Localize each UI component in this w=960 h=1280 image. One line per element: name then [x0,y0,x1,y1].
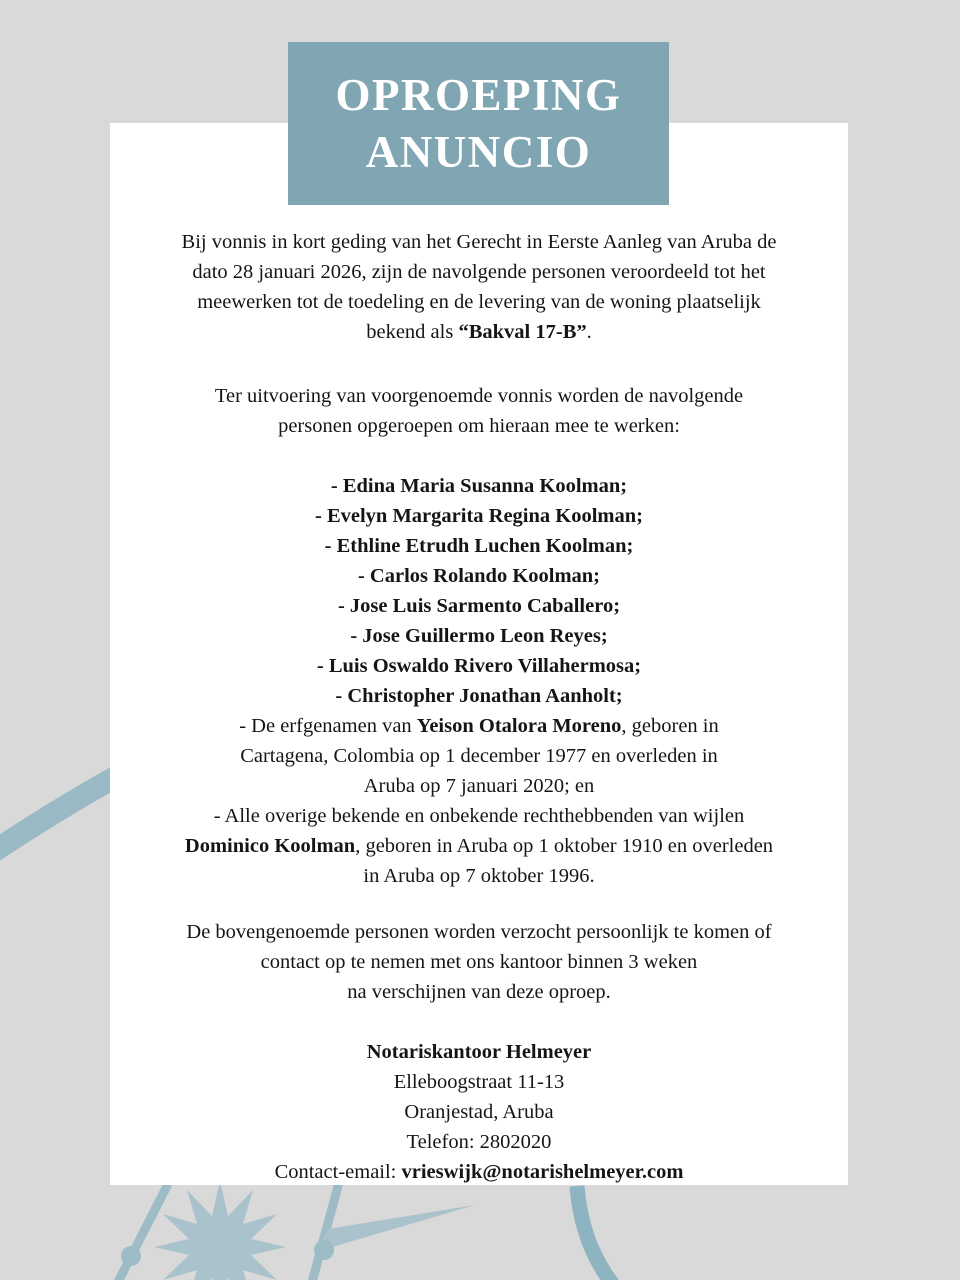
compass-needle-icon [315,1205,475,1252]
summoned-name: - Edina Maria Susanna Koolman; [330,475,628,497]
summoned-persons-list [120,471,838,711]
notice-line: Dominico Koolman, geboren in Aruba op 1 oktober 1910 en overleden [184,835,774,857]
hand-pivot-icon [314,1240,334,1260]
deceased-name: Dominico Koolman [184,835,356,857]
notice-line: personen opgeroepen om hieraan mee te werken: [278,415,680,437]
notice-line: Bij vonnis in kort geding van het Gerecht in Eerste Aanleg van Aruba de [181,231,777,253]
hand-pivot-icon [121,1246,141,1266]
property-name: “Bakval 17-B” [458,321,587,343]
summoned-name: - Luis Oswaldo Rivero Villahermosa; [316,655,642,677]
notice-line: contact op te nemen met ons kantoor binnen 3 weken [260,951,698,973]
notice-line: dato 28 januari 2026, zijn de navolgende personen veroordeeld tot het [192,261,766,283]
notice-line: meewerken tot de toedeling en de levering van de woning plaatselijk [197,291,761,313]
announcement-card [110,123,848,1185]
notice-line: Aruba op 7 januari 2020; en [363,775,595,797]
summoned-name: - Carlos Rolando Koolman; [357,565,601,587]
email-address: vrieswijk@notarishelmeyer.com [401,1161,684,1183]
office-name: Notariskantoor Helmeyer [366,1041,592,1063]
office-phone: Telefon: 2802020 [406,1131,552,1153]
heirs-paragraph [120,711,838,801]
starburst-icon [154,1181,286,1280]
summoned-name: - Christopher Jonathan Aanholt; [335,685,623,707]
summoned-name: - Ethline Etrudh Luchen Koolman; [324,535,634,557]
notice-line: in Aruba op 7 oktober 1996. [363,865,595,887]
notice-line: - De erfgenamen van Yeison Otalora Moreno, geboren in [239,715,719,737]
summoned-name: - Jose Guillermo Leon Reyes; [350,625,608,647]
other-claimants-paragraph [120,801,838,891]
notice-line: Ter uitvoering van voorgenoemde vonnis worden de navolgende [214,385,744,407]
summoned-name: - Evelyn Margarita Regina Koolman; [315,505,643,527]
office-street: Elleboogstraat 11-13 [393,1071,565,1093]
office-email-line: Contact-email: vrieswijk@notarishelmeyer.com [274,1161,684,1183]
office-city: Oranjestad, Aruba [404,1101,554,1123]
right-arc-decoration [577,1186,614,1280]
banner-title-line: OPROEPING [335,69,622,120]
summoned-name: - Jose Luis Sarmento Caballero; [337,595,621,617]
notice-line: na verschijnen van deze oproep. [347,981,611,1003]
closing-paragraph [120,917,838,1007]
notice-line: De bovengenoemde personen worden verzocht persoonlijk te komen of [186,921,772,943]
banner [288,42,669,205]
banner-title-line: ANUNCIO [365,126,592,177]
notice-body [110,123,848,1185]
notice-line: - Alle overige bekende en onbekende rechthebbenden van wijlen [213,805,745,827]
notice-line: bekend als “Bakval 17-B”. [366,321,592,343]
notice-line: Cartagena, Colombia op 1 december 1977 en overleden in [240,745,718,767]
clock-hand-icon [116,1186,167,1280]
deceased-name: Yeison Otalora Moreno [416,715,622,737]
contact-block [120,1037,838,1187]
summons-paragraph [120,381,838,441]
verdict-paragraph [120,227,838,347]
